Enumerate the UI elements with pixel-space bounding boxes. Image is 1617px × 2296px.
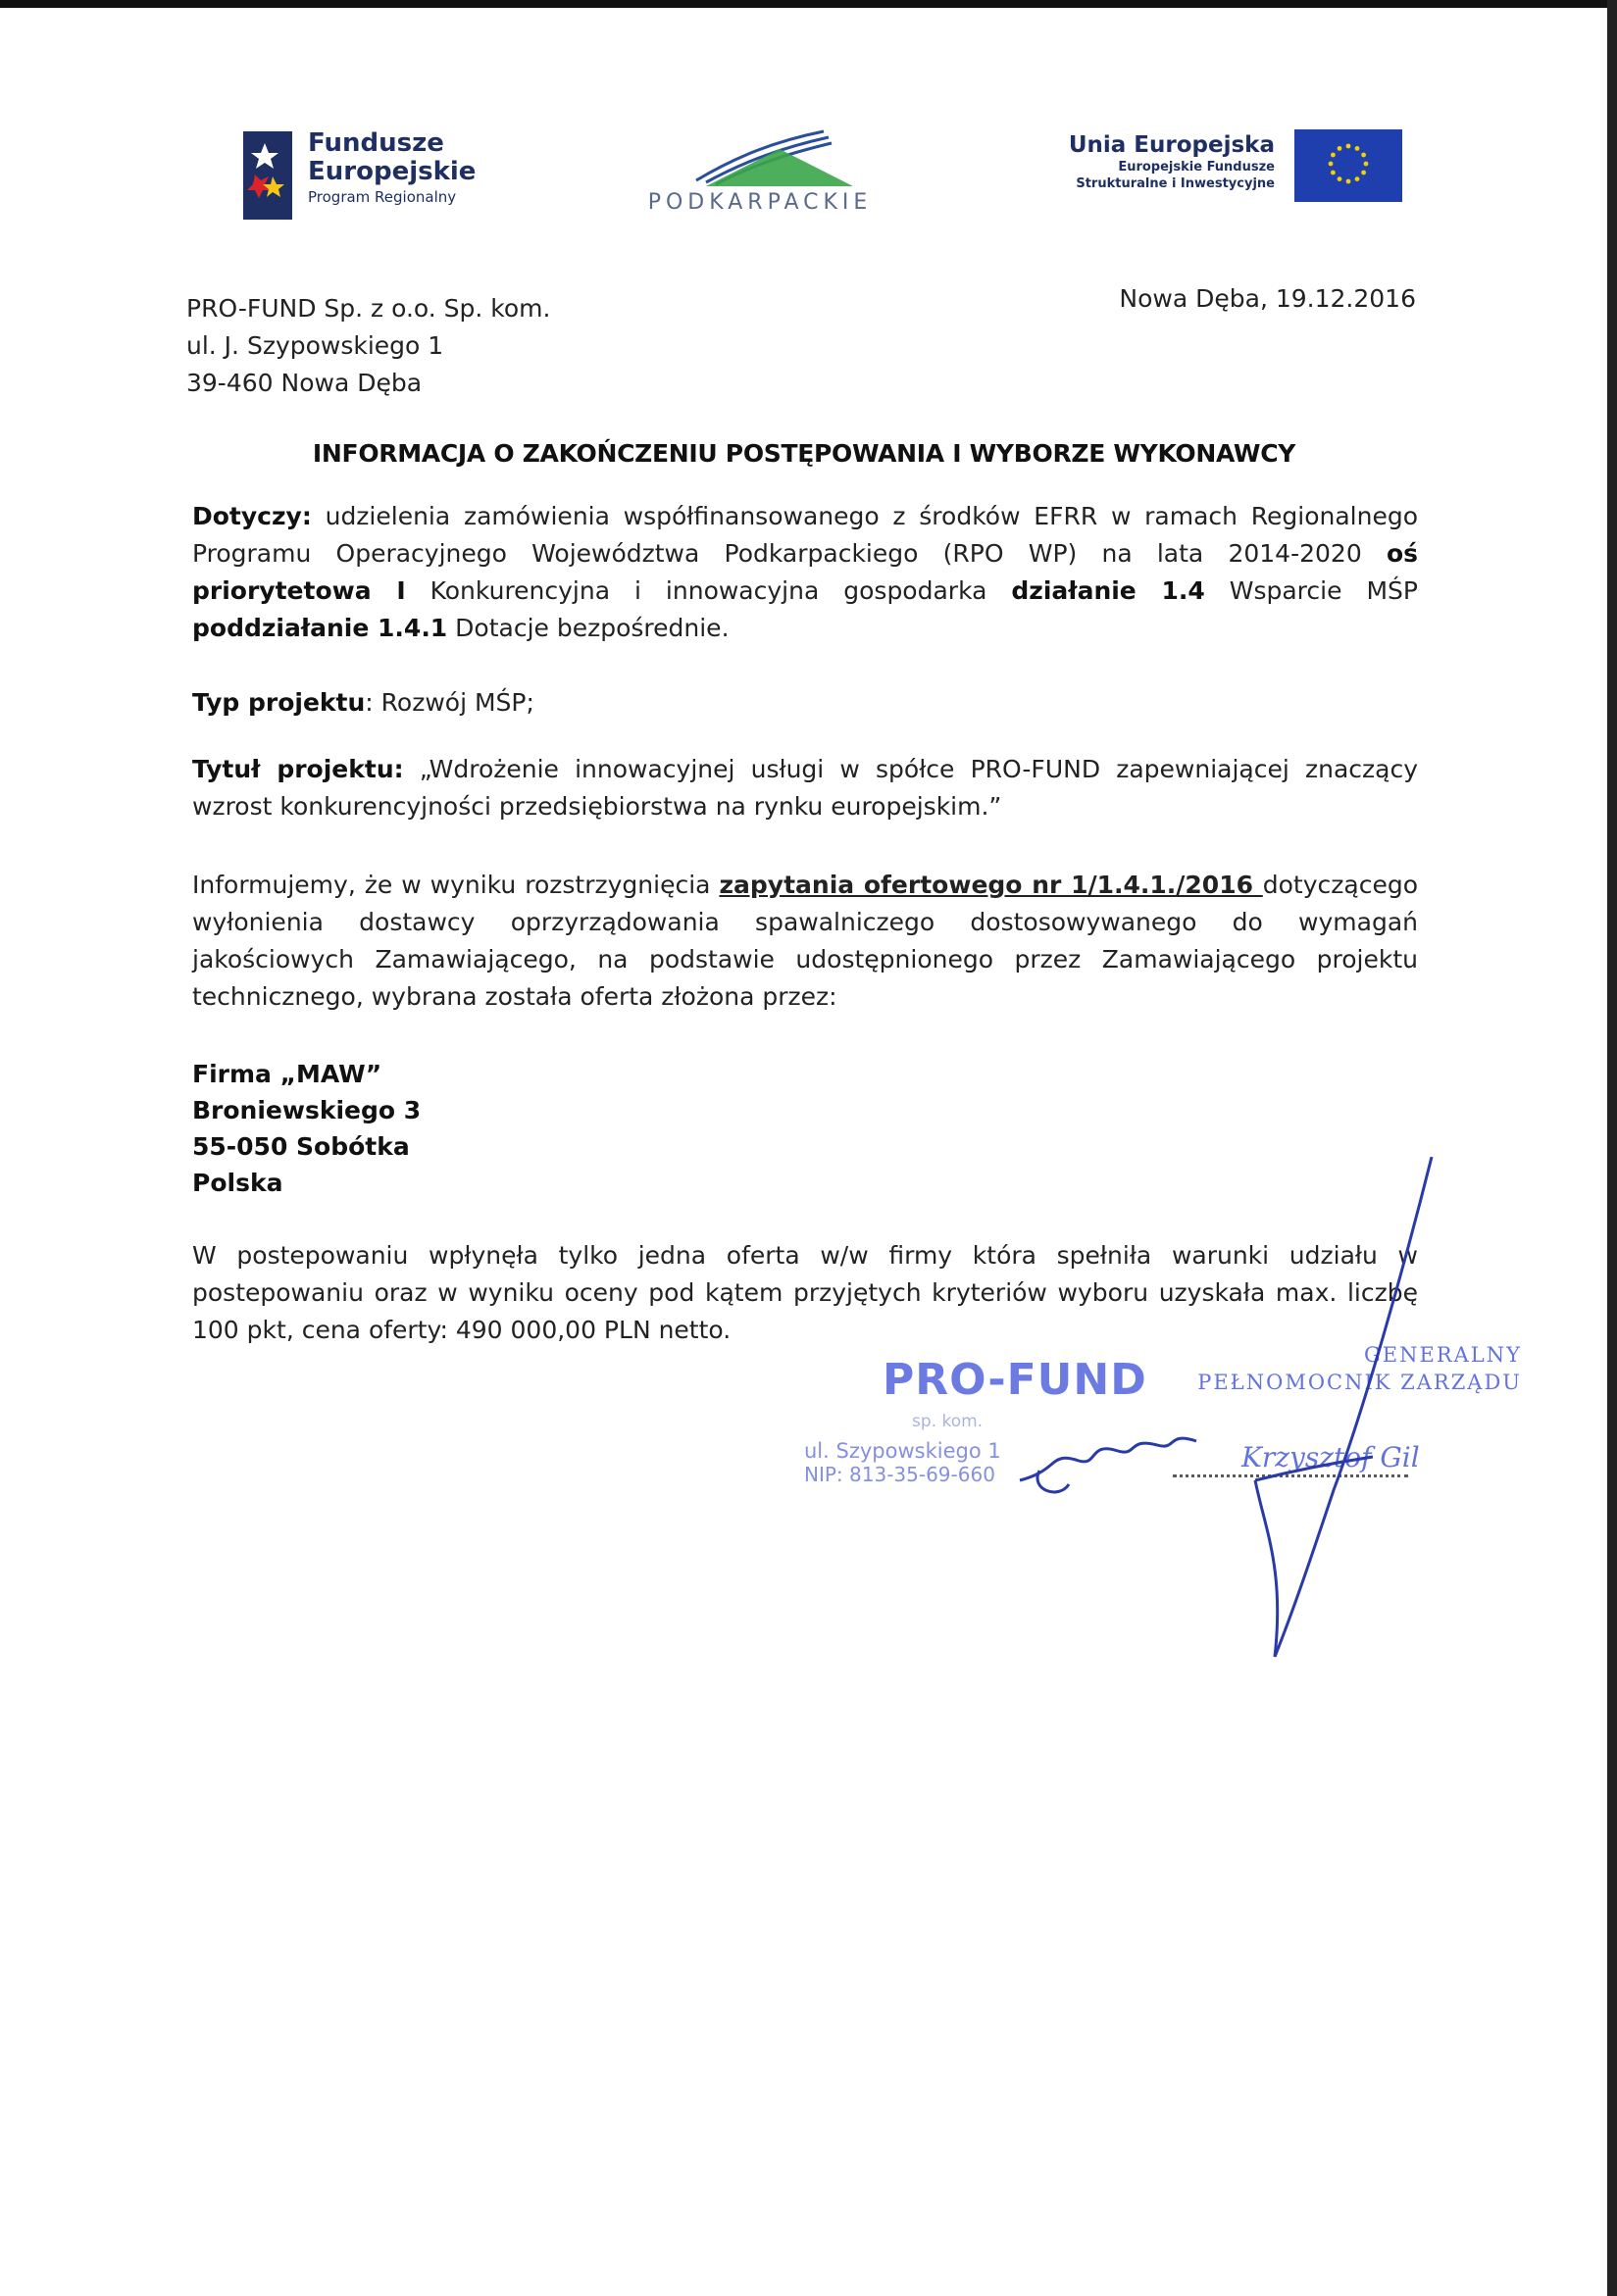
scan-edge-top [0,0,1617,8]
signatory-stamp [1173,1337,1526,1484]
firma-line1: Firma „MAW” [192,1060,382,1088]
paragraph-final: W postepowaniu wpłynęła tylko jedna oferta w/w firmy która spełniła warunki udziału w postepowaniu oraz w wyniku oceny pod kątem przyjętych kryteriów wyboru uzyskała max. liczbę 100 pkt, cena oferty: 490 000,00 PLN netto. [192,1241,1418,1344]
podkarpackie-logo [637,127,883,225]
winning-company-address [192,1056,1418,1201]
unia-line1: Unia Europejska [1068,132,1275,158]
typ-label: Typ projektu [192,688,366,717]
sender-line3: 39-460 Nowa Dęba [186,369,423,397]
paragraph-typ-projektu [192,684,1418,722]
fundusze-flag-icon [243,131,292,220]
dotyczy-text1: udzielenia zamówienia współfinansowanego z środków EFRR w ramach Regionalnego Programu Operacyjnego Województwa Podkarpackiego (RPO WP) na lata 2014-2020 [192,502,1418,568]
dotyczy-poddzialanie: poddziałanie 1.4.1 [192,614,448,642]
tytul-value: „Wdrożenie innowacyjnej usługi w spółce PRO-FUND zapewniającej znaczący wzrost konkurencyjności przedsiębiorstwa na rynku europejskim.” [192,755,1418,821]
stamp-role-line1: GENERALNY [1364,1343,1522,1367]
dotyczy-dzialanie: działanie 1.4 [1011,576,1205,605]
document-date: Nowa Dęba, 19.12.2016 [1119,284,1416,313]
fundusze-europejskie-logo [243,125,537,224]
paragraph-dotyczy [192,498,1418,647]
paragraph-informujemy [192,867,1418,1016]
unia-europejska-logo [1030,129,1402,214]
stamp-line1: sp. kom. [912,1412,984,1431]
podkarpackie-mountain-icon [677,127,853,186]
eu-flag-icon [1294,129,1402,202]
document-title: INFORMACJA O ZAKOŃCZENIU POSTĘPOWANIA I WYBORZE WYKONAWCY [312,439,1296,468]
unia-text [1069,131,1275,192]
sender-line2: ul. J. Szypowskiego 1 [186,331,444,360]
stamp-line3: NIP: 813-35-69-660 [804,1463,995,1486]
tytul-label: Tytuł projektu: [192,755,404,783]
fundusze-text [308,129,476,206]
dotyczy-text4: Dotacje bezpośrednie. [447,614,730,642]
info-text2: dotyczącego wyłonienia dostawcy oprzyrządowania spawalniczego dostosowywanego do wymagań jakościowych Zamawiającego, na podstawie udostępnionego przez Zamawiającego projektu technicznego, wybrana została oferta złożona przez: [192,871,1418,1011]
firma-line3: 55-050 Sobótka [192,1132,410,1161]
firma-line2: Broniewskiego 3 [192,1096,422,1124]
sender-line1: PRO-FUND Sp. z o.o. Sp. kom. [186,294,551,323]
dotyczy-label: Dotyczy: [192,502,312,530]
dotyczy-text2: Konkurencyjna i innowacyjna gospodarka [405,576,1012,605]
info-text1: Informujemy, że w wyniku rozstrzygnięcia [192,871,720,899]
firma-line4: Polska [192,1169,283,1197]
typ-value: : Rozwój MŚP; [365,688,534,717]
info-zapytanie-reference: zapytania ofertowego nr 1/1.4.1./2016 [719,871,1263,899]
fundusze-line3: Program Regionalny [308,188,457,206]
unia-line2: Europejskie Fundusze [1118,160,1275,175]
stamp-brand: PRO-FUND [883,1355,1147,1405]
signature-dotted-line [1173,1474,1408,1477]
dotyczy-os: oś priorytetowa I [192,539,1418,605]
podkarpackie-name: PODKARPACKIE [647,190,873,215]
dotyczy-text3: Wsparcie MŚP [1204,576,1418,605]
fundusze-line1: Fundusze [308,128,444,158]
stamp-role-line2: PEŁNOMOCNIK ZARZĄDU [1197,1371,1522,1394]
stamp-role-name: Krzysztof Gil [1241,1441,1420,1473]
unia-line3: Strukturalne i Inwestycyjne [1076,176,1275,191]
sender-address [186,290,550,402]
scan-edge-right [1607,0,1617,2296]
stamp-line2: ul. Szypowskiego 1 [804,1439,1001,1463]
paragraph-tytul-projektu [192,751,1418,825]
fundusze-line2: Europejskie [308,157,477,186]
